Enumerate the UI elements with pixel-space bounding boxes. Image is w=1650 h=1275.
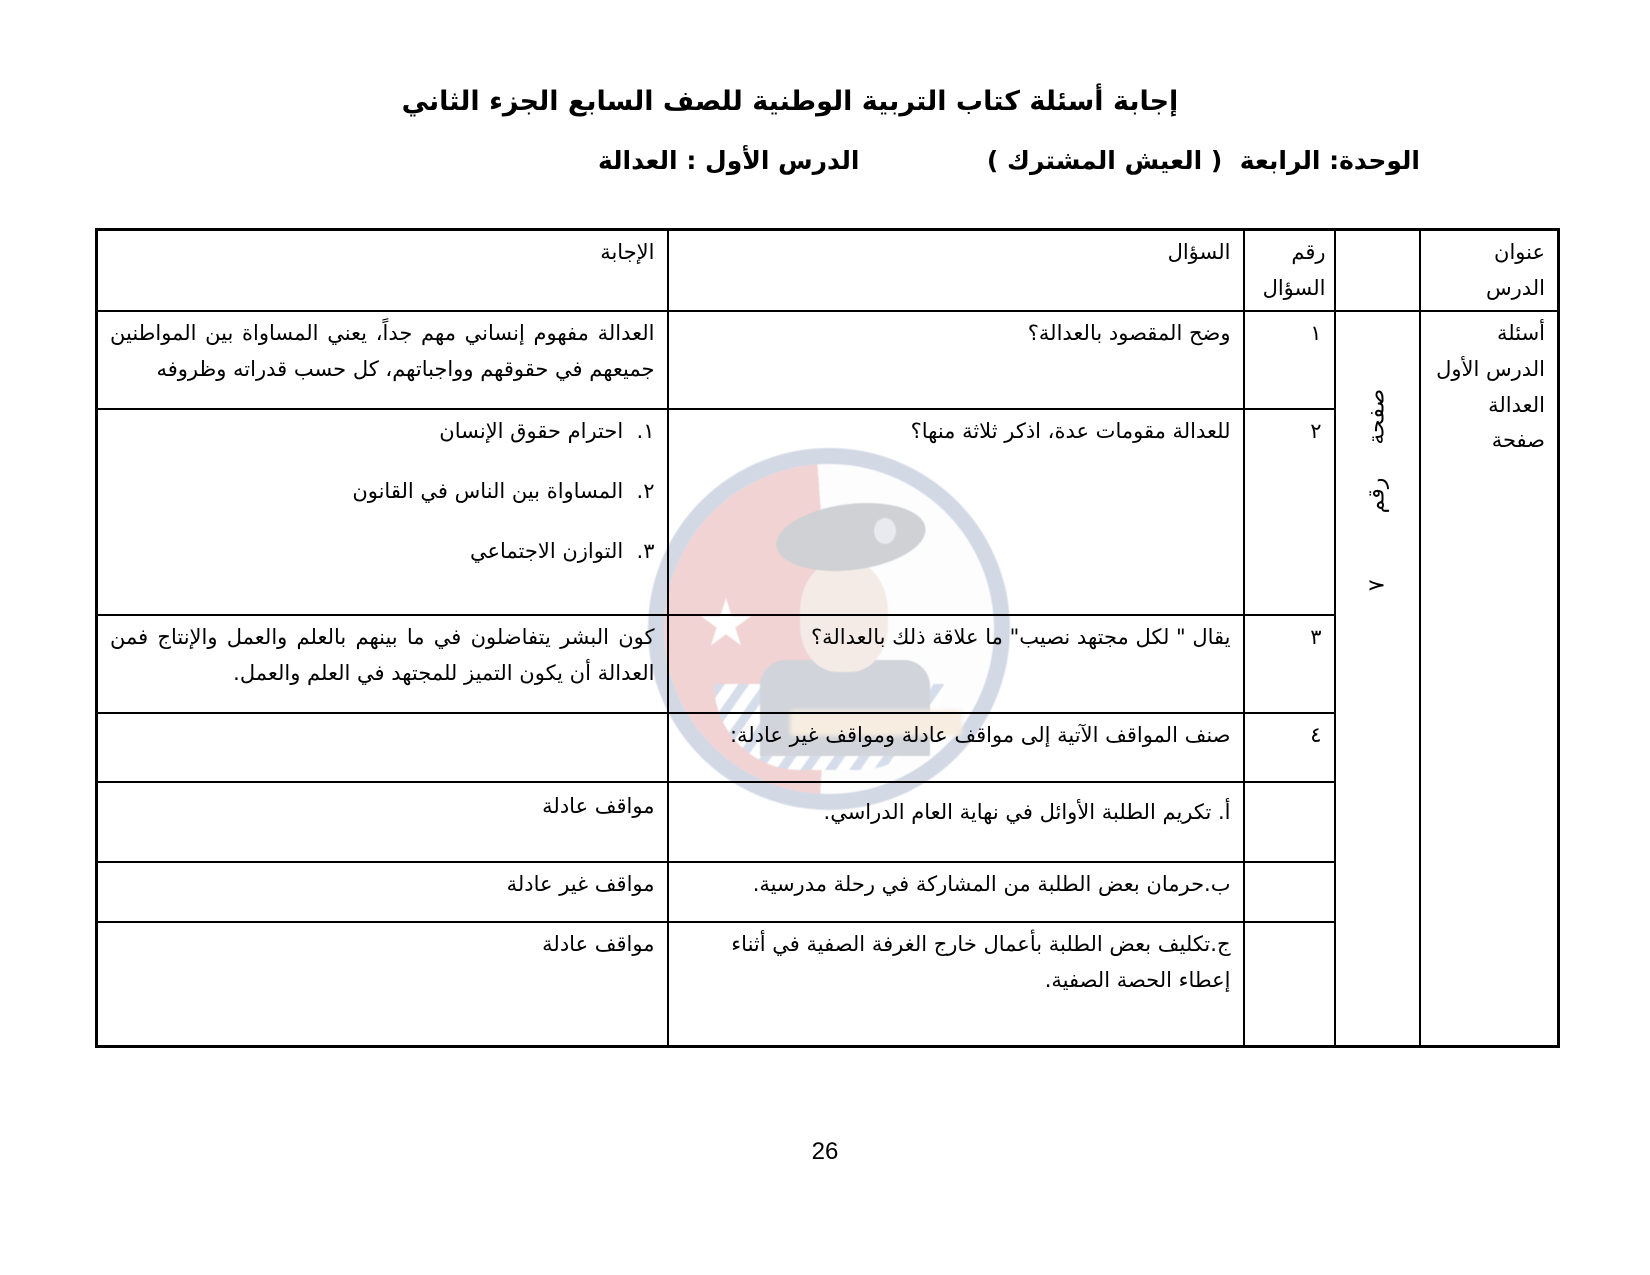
- question-number-cell: ١: [1244, 311, 1335, 409]
- question-cell: يقال " لكل مجتهد نصيب" ما علاقة ذلك بالعدالة؟: [668, 615, 1244, 713]
- answer-cell: [97, 409, 668, 615]
- page-reference-cell: [1335, 311, 1420, 1046]
- answer-cell: مواقف عادلة: [97, 922, 668, 1046]
- answer-list-item: ٢. المساواة بين الناس في القانون: [352, 479, 655, 504]
- question-cell: وضح المقصود بالعدالة؟: [668, 311, 1244, 409]
- question-cell: صنف المواقف الآتية إلى مواقف عادلة ومواقف غير عادلة:: [668, 713, 1244, 782]
- lesson-label: الدرس الأول : العدالة: [598, 146, 860, 175]
- rotated-page-label: صفحة رقم ٧: [1364, 389, 1390, 592]
- table-row: [97, 311, 1559, 409]
- page-title: إجابة أسئلة كتاب التربية الوطنية للصف السابع الجزء الثاني: [401, 86, 1179, 117]
- answers-table: [95, 228, 1560, 1048]
- answer-cell: العدالة مفهوم إنساني مهم جداً، يعني المساواة بين المواطنين جميعهم في حقوقهم وواجباتهم، كل حسب قدراته وظروفه: [97, 311, 668, 409]
- answer-list-item: ٣. التوازن الاجتماعي: [469, 538, 655, 563]
- header-answer: الإجابة: [97, 230, 668, 312]
- answer-cell: كون البشر يتفاضلون في ما بينهم بالعلم والعمل والإنتاج فمن العدالة أن يكون التميز للمجتهد في العلم والعمل.: [97, 615, 668, 713]
- question-number-cell: [1244, 782, 1335, 862]
- header-question-number: رقم السؤال: [1244, 230, 1335, 312]
- question-number-cell: ٤: [1244, 713, 1335, 782]
- header-lesson-title: عنوان الدرس: [1420, 230, 1559, 312]
- question-number-cell: ٣: [1244, 615, 1335, 713]
- answer-cell: [97, 713, 668, 782]
- question-number-cell: [1244, 862, 1335, 922]
- question-number-cell: [1244, 922, 1335, 1046]
- question-number-cell: ٢: [1244, 409, 1335, 615]
- table-header-row: [97, 230, 1559, 312]
- header-page-col: [1335, 230, 1420, 312]
- lesson-title-cell: أسئلة الدرس الأول العدالة صفحة: [1420, 311, 1559, 1046]
- question-cell: للعدالة مقومات عدة، اذكر ثلاثة منها؟: [668, 409, 1244, 615]
- answer-cell: مواقف عادلة: [97, 782, 668, 862]
- page-number: 26: [811, 1138, 839, 1165]
- question-cell: ج.تكليف بعض الطلبة بأعمال خارج الغرفة الصفية في أثناء إعطاء الحصة الصفية.: [668, 922, 1244, 1046]
- header-question: السؤال: [668, 230, 1244, 312]
- question-cell: ب.حرمان بعض الطلبة من المشاركة في رحلة مدرسية.: [668, 862, 1244, 922]
- answer-cell: مواقف غير عادلة: [97, 862, 668, 922]
- answer-list-item: ١. احترام حقوق الإنسان: [439, 419, 655, 444]
- unit-label: الوحدة: الرابعة ( العيش المشترك ): [986, 146, 1420, 175]
- question-cell: أ. تكريم الطلبة الأوائل في نهاية العام الدراسي.: [668, 782, 1244, 862]
